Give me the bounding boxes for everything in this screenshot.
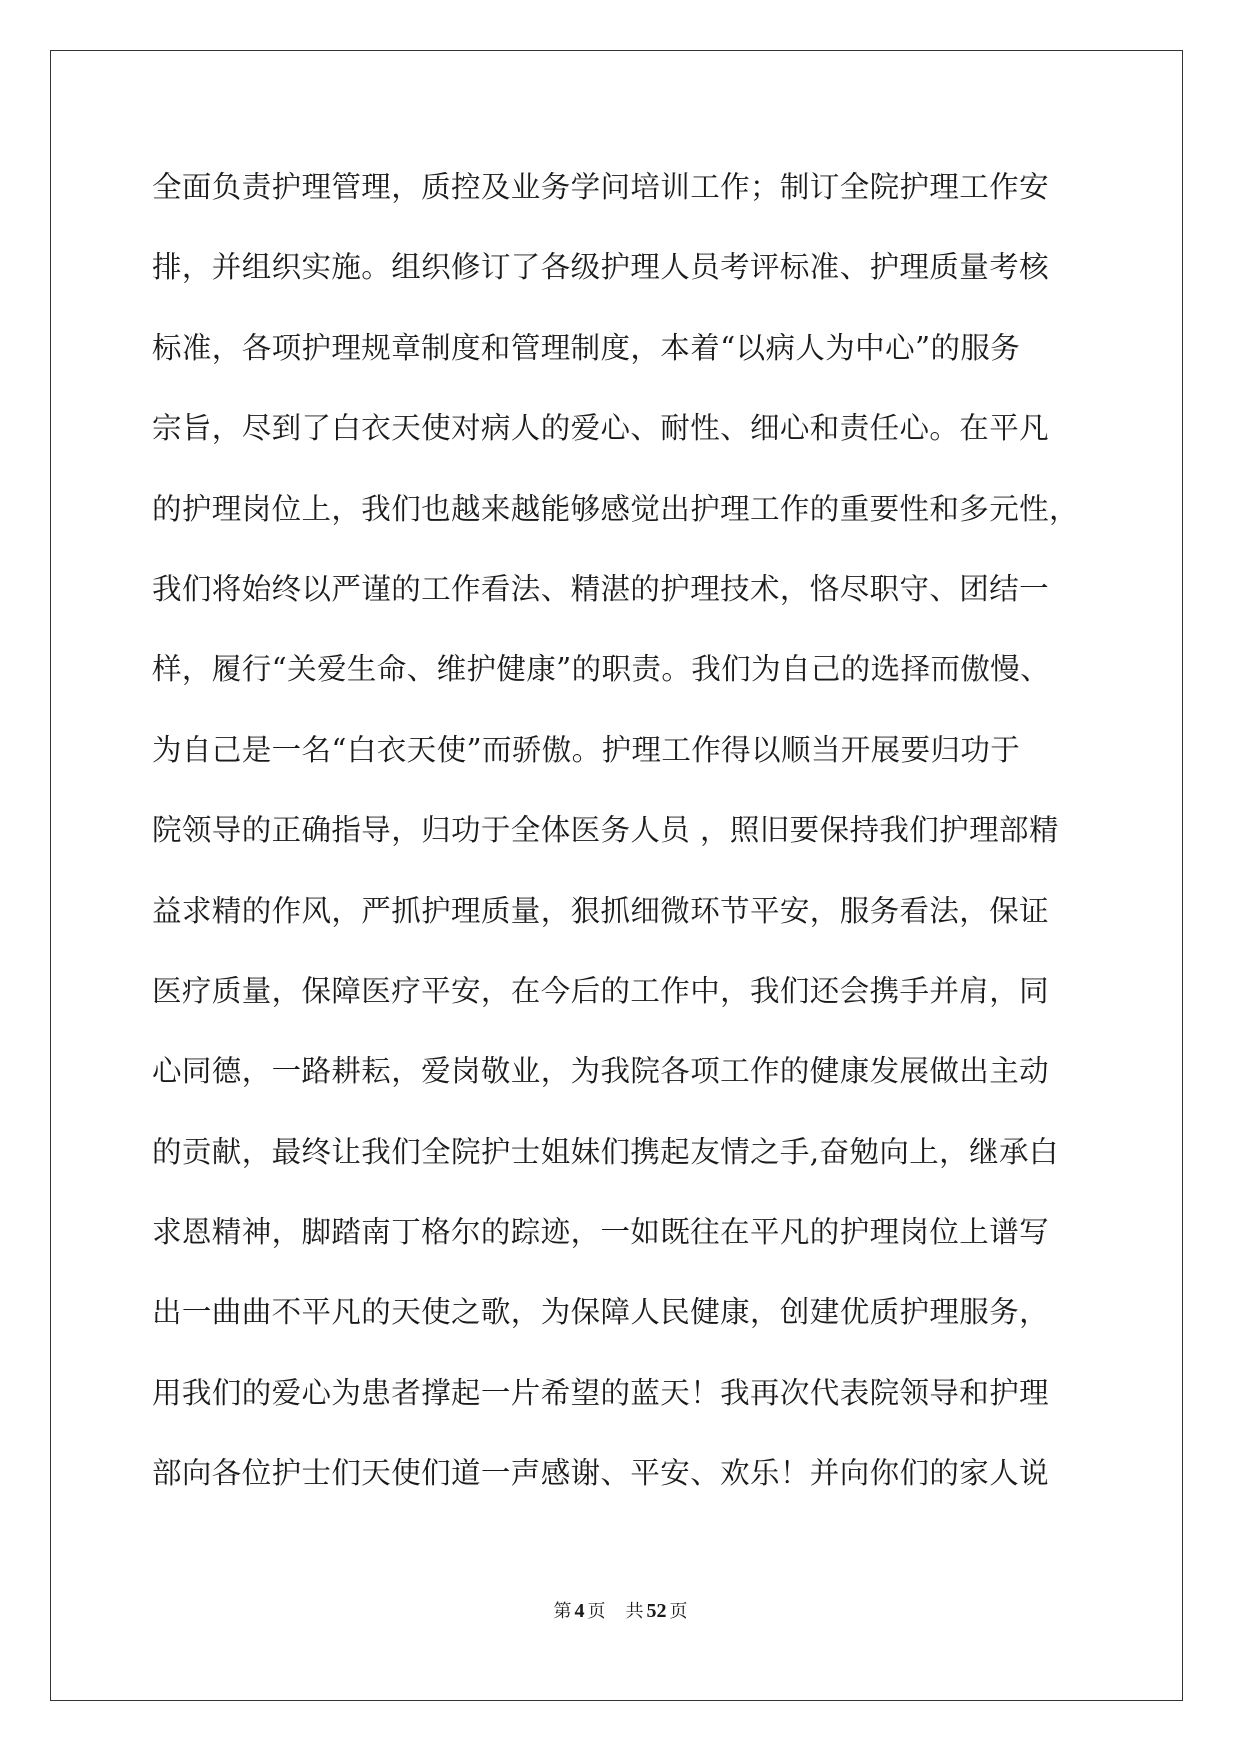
text-line-16: 用我们的爱心为患者撑起一片希望的蓝天！我再次代表院领导和护理 bbox=[152, 1375, 1050, 1410]
total-prefix: 共 bbox=[625, 1601, 644, 1621]
total-suffix: 页 bbox=[669, 1601, 688, 1621]
text-line-2: 排，并组织实施。组织修订了各级护理人员考评标准、护理质量考核 bbox=[152, 250, 1050, 285]
page-number: 4 bbox=[574, 1600, 585, 1622]
text-line-11: 医疗质量，保障医疗平安，在今后的工作中，我们还会携手并肩，同 bbox=[152, 973, 1050, 1008]
text-line-12: 心同德，一路耕耘，爱岗敬业，为我院各项工作的健康发展做出主动 bbox=[152, 1054, 1050, 1089]
text-line-15: 出一曲曲不平凡的天使之歌，为保障人民健康，创建优质护理服务， bbox=[152, 1295, 1050, 1330]
text-line-14: 求恩精神，脚踏南丁格尔的踪迹，一如既往在平凡的护理岗位上谱写 bbox=[152, 1215, 1050, 1250]
text-line-7: 样，履行“关爱生命、维护健康”的职责。我们为自己的选择而傲慢、 bbox=[152, 652, 1051, 687]
page-footer bbox=[0, 1597, 1241, 1623]
text-line-10: 益求精的作风，严抓护理质量，狠抓细微环节平安，服务看法，保证 bbox=[152, 893, 1050, 928]
page-prefix: 第 bbox=[553, 1601, 572, 1621]
page-suffix: 页 bbox=[587, 1601, 606, 1621]
text-line-8: 为自己是一名“白衣天使”而骄傲。护理工作得以顺当开展要归功于 bbox=[152, 732, 1021, 767]
text-line-3: 标准，各项护理规章制度和管理制度，本着“以病人为中心”的服务 bbox=[152, 330, 1021, 365]
text-line-13: 的贡献，最终让我们全院护士姐妹们携起友情之手,奋勉向上，继承白 bbox=[152, 1134, 1059, 1169]
text-line-4: 宗旨，尽到了白衣天使对病人的爱心、耐性、细心和责任心。在平凡 bbox=[152, 411, 1050, 446]
text-line-9: 院领导的正确指导，归功于全体医务人员 ，照旧要保持我们护理部精 bbox=[152, 813, 1059, 848]
text-line-6: 我们将始终以严谨的工作看法、精湛的护理技术，恪尽职守、团结一 bbox=[152, 571, 1050, 606]
text-line-5: 的护理岗位上，我们也越来越能够感觉出护理工作的重要性和多元性， bbox=[152, 491, 1079, 526]
text-line-17: 部向各位护士们天使们道一声感谢、平安、欢乐！并向你们的家人说 bbox=[152, 1456, 1050, 1491]
body-text bbox=[152, 162, 1097, 1529]
total-pages: 52 bbox=[646, 1600, 667, 1622]
text-line-1: 全面负责护理管理，质控及业务学问培训工作；制订全院护理工作安 bbox=[152, 170, 1050, 204]
